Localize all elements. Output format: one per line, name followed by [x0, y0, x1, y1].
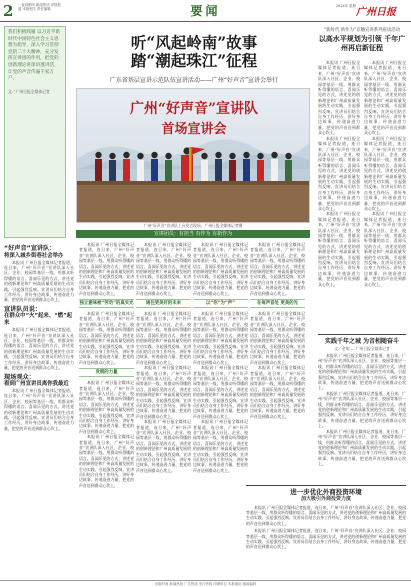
paragraph: 本报讯 广州日报全媒体记者报道，连日来，广州“好声音”宣讲队深入社区、企业、校园等基层一线，用群众听得懂的语言、喜闻乐见的方式，讲述党的创新理论和广州高质量发展的生动实践，引起强烈反响。宣讲员们结合自身工作经历，讲好身边故事，传递奋进力量，把党的声音送到群众心坎上。 — [136, 419, 191, 473]
paragraph: 本报讯 广州日报全媒体记者报道，连日来，广州“好声音”宣讲队深入社区、企业、校园等基层一线，用群众听得懂的语言、喜闻乐见的方式，讲述党的创新理论和广州高质量发展的生动实践，引起强烈反响。宣讲员们结合自身工作经历，讲好身边故事，传递奋进力量，把党的声音送到群众心坎上。 — [318, 60, 360, 136]
main-subheadline: 广东省基层宣讲示范队伍宣讲活动——广州“好声音”宣讲会举行 — [109, 77, 279, 84]
right-feature-column-1 — [318, 60, 360, 325]
paragraph: 本报讯 广州日报全媒体记者报道，连日来，广州“好声音”宣讲队深入社区、企业、校园等基层一线，用群众听得懂的语言、喜闻乐见的方式，讲述党的创新理论和广州高质量发展的生动实践，引起强烈反响。宣讲员们结合自身工作经历，讲好身边故事，传递奋进力量，把党的声音送到群众心坎上。 — [79, 311, 134, 365]
bottom-article-title[interactable]: 进一步优化外商投资环境 — [290, 488, 362, 496]
bottom-article-subtitle: 加大吸引外商投资力度 — [300, 496, 351, 502]
paragraph: 本报讯 广州日报全媒体记者报道，连日来，广州“好声音”宣讲队深入社区、企业、校园等基层一线，用群众听得懂的语言、喜闻乐见的方式，讲述党的创新理论和广州高质量发展的生动实践，引起强烈反响。宣讲员们结合自身工作经历，讲好身边故事，传递奋进力量，把党的声音送到群众心坎上。 — [193, 365, 248, 419]
paragraph: 本报讯 广州日报全媒体记者报道，连日来，广州“好声音”宣讲队深入社区、企业、校园等基层一线，用群众听得懂的语言、喜闻乐见的方式，讲述党的创新理论和广州高质量发展的生动实践，引起强烈反响。宣讲员们结合自身工作经历，讲好身边故事，传递奋进力量，把党的声音送到群众心坎上。 — [318, 428, 406, 467]
page-number: 2 — [3, 2, 14, 20]
paragraph: 本报讯 广州日报全媒体记者报道，连日来，广州“好声音”宣讲队深入社区、企业、校园等基层一线，用群众听得懂的语言、喜闻乐见的方式，讲述党的创新理论和广州高质量发展的生动实践，引起强烈反响。宣讲员们结合自身工作经历，讲好身边故事，传递奋进力量，把党的声音送到群众心坎上。 — [250, 242, 305, 296]
paragraph: 本报讯 广州日报全媒体记者报道，连日来，广州“好声音”宣讲队深入社区、企业、校园等基层一线，用群众听得懂的语言、喜闻乐见的方式，讲述党的创新理论和广州高质量发展的生动实践，引起强烈反响。宣讲员们结合自身工作经历，讲好身边故事，传递奋进力量，把党的声音送到群众心坎上。 — [250, 365, 305, 419]
right-feature-pretitle: “新时代 新作为”京穗宣讲系列座谈活动 — [323, 28, 401, 33]
sidebar-text: 我们积极践履 以习近平新时代中国特色社会主义思想为指导，深入学习贯彻党的二十大精神，充分发挥宣讲团的作用，把党的创新理论讲深讲透讲活，让党的声音传遍千家万户。 — [8, 30, 60, 82]
paragraph: 本报讯 广州日报全媒体记者报道，连日来，广州“好声音”宣讲队深入社区、企业、校园等基层一线，用群众听得懂的语言、喜闻乐见的方式，讲述党的创新理论和广州高质量发展的生动实践，引起强烈反响。宣讲员们结合自身工作经历，讲好身边故事，传递奋进力量，把党的声音送到群众心坎上。 — [4, 259, 74, 303]
section-title: 要闻 — [190, 4, 221, 18]
paragraph: 本报讯 广州日报全媒体记者报道，连日来，广州“好声音”宣讲队深入社区、企业、校园等基层一线，用群众听得懂的语言、喜闻乐见的方式，讲述党的创新理论和广州高质量发展的生动实践，引起强烈反响。宣讲员们结合自身工作经历，讲好身边故事，传递奋进力量，把党的声音送到群众心坎上。 — [318, 135, 360, 211]
paragraph: 本报讯 广州日报全媒体记者报道，连日来，广州“好声音”宣讲队深入社区、企业、校园等基层一线，用群众听得懂的语言、喜闻乐见的方式，讲述党的创新理论和广州高质量发展的生动实践，引起强烈反响。宣讲员们结合自身工作经历，讲好身边故事，传递奋进力量，把党的声音送到群众心坎上。 — [364, 135, 406, 211]
sidebar-author: 文／广州日报全媒体记者 — [8, 88, 50, 94]
lower-left-heading-1: “好声音”宣讲队： — [4, 245, 56, 252]
header-info: 一直到都听 新闻资讯 详细报道 本版相关 责任编辑 — [18, 3, 61, 12]
paragraph: 本报讯 广州日报全媒体记者报道，连日来，广州“好声音”宣讲队深入社区、企业、校园等基层一线，用群众听得懂的语言、喜闻乐见的方式，讲述党的创新理论和广州高质量发展的生动实践，引起强烈反响。宣讲员们结合自身工作经历，讲好身边故事，传递奋进力量，把党的声音送到群众心坎上。 — [4, 388, 74, 431]
photo-caption: 广州“好声音”宣讲队上台发言现场。广州日报全媒体记者摄 — [143, 223, 243, 228]
paragraph: 本报讯 广州日报全媒体记者报道，连日来，广州“好声音”宣讲队深入社区、企业、校园等基层一线，用群众听得懂的语言、喜闻乐见的方式，讲述党的创新理论和广州高质量发展的生动实践，引起强烈反响。宣讲员们结合自身工作经历，讲好身边故事，传递奋进力量，把党的声音送到群众心坎上。 — [193, 242, 248, 296]
newspaper-logo: 广州日报 — [356, 7, 396, 18]
paragraph: 本报讯 广州日报全媒体记者报道，连日来，广州“好声音”宣讲队深入社区、企业、校园等基层一线，用群众听得懂的语言、喜闻乐见的方式，讲述党的创新理论和广州高质量发展的生动实践，引起强烈反响。宣讲员们结合自身工作经历，讲好身边故事，传递奋进力量，把党的声音送到群众心坎上。 — [318, 353, 406, 391]
body-column-1 — [79, 242, 134, 577]
page-footer: 出版时间 新闻热线 广告热线 发行热线 印刷单位 本报地址 邮政编码 — [0, 580, 411, 587]
column-subheading: 以“你”为“声” — [193, 299, 248, 308]
lower-left-subheading-3: 看到广州宣讲员离你我最近 — [4, 381, 69, 387]
right-section-byline: 文／金胡 — 广州日报全媒体记者 — [334, 346, 390, 351]
lower-left-heading-2: 宣讲队员说： — [4, 305, 42, 313]
sidebar-box — [4, 26, 66, 238]
stage-photo-illustration — [77, 89, 310, 223]
paragraph: 本报讯 广州日报全媒体记者报道，连日来，广州“好声音”宣讲队深入社区、企业、校园等基层一线，用群众听得懂的语言、喜闻乐见的方式，讲述党的创新理论和广州高质量发展的生动实践，引起强烈反响。宣讲员们结合自身工作经历，讲好身边故事，传递奋进力量，把党的声音送到群众心坎上。 — [79, 434, 134, 488]
paragraph: 本报讯 广州日报全媒体记者报道，连日来，广州“好声音”宣讲队深入社区、企业、校园等基层一线，用群众听得懂的语言、喜闻乐见的方式，讲述党的创新理论和广州高质量发展的生动实践，引起强烈反响。宣讲员们结合自身工作经历，讲好身边故事，传递奋进力量，把党的声音送到群众心坎上。 — [79, 380, 134, 434]
right-feature-column-2 — [364, 60, 406, 325]
right-feature-headline: 以高水平规划为引领 千年广州再启新征程 — [318, 34, 406, 52]
headline-line-1: 听“风起岭南”故事 — [130, 33, 258, 52]
paragraph: 本报讯 广州日报全媒体记者报道，连日来，广州“好声音”宣讲队深入社区、企业、校园等基层一线，用群众听得懂的语言、喜闻乐见的方式，讲述党的创新理论和广州高质量发展的生动实践，引起强烈反响。宣讲员们结合自身工作经历，讲好身边故事，传递奋进力量，把党的声音送到群众心坎上。 — [250, 311, 305, 365]
body-column-2 — [136, 242, 191, 577]
paragraph: 本报讯 广州日报全媒体记者报道，连日来，广州“好声音”宣讲队深入社区、企业、校园等基层一线，用群众听得懂的语言、喜闻乐见的方式，讲述党的创新理论和广州高质量发展的生动实践，引起强烈反响。宣讲员们结合自身工作经历，讲好身边故事，传递奋进力量，把党的声音送到群众心坎上。 — [246, 504, 406, 526]
paragraph: 本报讯 广州日报全媒体记者报道，连日来，广州“好声音”宣讲队深入社区、企业、校园等基层一线，用群众听得懂的语言、喜闻乐见的方式，讲述党的创新理论和广州高质量发展的生动实践，引起强烈反响。宣讲员们结合自身工作经历，讲好身边故事，传递奋进力量，把党的声音送到群众心坎上。 — [364, 211, 406, 287]
lower-left-subheading-2: 在群众中“火”起来、“燃”起来 — [4, 313, 73, 327]
body-column-4 — [250, 242, 305, 440]
paragraph: 本报讯 广州日报全媒体记者报道，连日来，广州“好声音”宣讲队深入社区、企业、校园等基层一线，用群众听得懂的语言、喜闻乐见的方式，讲述党的创新理论和广州高质量发展的生动实践，引起强烈反响。宣讲员们结合自身工作经历，讲好身边故事，传递奋进力量，把党的声音送到群众心坎上。 — [4, 327, 74, 371]
body-column-3 — [193, 242, 248, 577]
paragraph: 本报讯 广州日报全媒体记者报道，连日来，广州“好声音”宣讲队深入社区、企业、校园等基层一线，用群众听得懂的语言、喜闻乐见的方式，讲述党的创新理论和广州高质量发展的生动实践，引起强烈反响。宣讲员们结合自身工作经历，讲好身边故事，传递奋进力量，把党的声音送到群众心坎上。 — [246, 528, 406, 550]
paragraph: 本报讯 广州日报全媒体记者报道，连日来，广州“好声音”宣讲队深入社区、企业、校园等基层一线，用群众听得懂的语言、喜闻乐见的方式，讲述党的创新理论和广州高质量发展的生动实践，引起强烈反响。宣讲员们结合自身工作经历，讲好身边故事，传递奋进力量，把党的声音送到群众心坎上。 — [136, 365, 191, 419]
bottom-article — [246, 485, 406, 580]
right-feature-title[interactable] — [318, 27, 406, 52]
paragraph: 本报讯 广州日报全媒体记者报道，连日来，广州“好声音”宣讲队深入社区、企业、校园等基层一线，用群众听得懂的语言、喜闻乐见的方式，讲述党的创新理论和广州高质量发展的生动实践，引起强烈反响。宣讲员们结合自身工作经历，讲好身边故事，传递奋进力量，把党的声音送到群众心坎上。 — [364, 60, 406, 136]
paragraph: 本报讯 广州日报全媒体记者报道，连日来，广州“好声音”宣讲队深入社区、企业、校园等基层一线，用群众听得懂的语言、喜闻乐见的方式，讲述党的创新理论和广州高质量发展的生动实践，引起强烈反响。宣讲员们结合自身工作经历，讲好身边故事，传递奋进力量，把党的声音送到群众心坎上。 — [79, 242, 134, 296]
header-date: 2024年 星期 — [336, 4, 356, 8]
paragraph: 本报讯 广州日报全媒体记者报道，连日来，广州“好声音”宣讲队深入社区、企业、校园等基层一线，用群众听得懂的语言、喜闻乐见的方式，讲述党的创新理论和广州高质量发展的生动实践，引起强烈反响。宣讲员们结合自身工作经历，讲好身边故事，传递奋进力量，把党的声音送到群众心坎上。 — [318, 211, 360, 287]
headline-line-2: 踏“潮起珠江”征程 — [130, 51, 258, 70]
highlight-bar: 宣讲团员：有担当 有作为 有新作为 — [76, 230, 310, 238]
column-subheading: 独立意味被“劳动”的真实光 — [79, 301, 134, 307]
paragraph: 本报讯 广州日报全媒体记者报道，连日来，广州“好声音”宣讲队深入社区、企业、校园等基层一线，用群众听得懂的语言、喜闻乐见的方式，讲述党的创新理论和广州高质量发展的生动实践，引起强烈反响。宣讲员们结合自身工作经历，讲好身边故事，传递奋进力量，把党的声音送到群众心坎上。 — [193, 419, 248, 473]
lower-left-article — [4, 242, 74, 580]
photo-banner-line-2: 首场宣讲会 — [161, 122, 227, 137]
main-headline[interactable] — [76, 34, 312, 70]
right-section-title[interactable]: 实践千年之城 为音相随奋斗 — [318, 334, 406, 346]
lower-left-heading-3: 现场观众： — [4, 373, 35, 381]
column-subheading: 通往更美好的未来 — [136, 299, 191, 308]
column-subheading: 在每声音处 更美的光 — [250, 299, 305, 308]
lower-left-subheading-1: 将深入城乡街巷社会举办 — [4, 252, 64, 259]
photo-banner-line-1: 广州“好声音”宣讲队 — [129, 101, 259, 117]
column-subheading: 发展的力量 — [79, 368, 134, 377]
paragraph: 本报讯 广州日报全媒体记者报道，连日来，广州“好声音”宣讲队深入社区、企业、校园等基层一线，用群众听得懂的语言、喜闻乐见的方式，讲述党的创新理论和广州高质量发展的生动实践，引起强烈反响。宣讲员们结合自身工作经历，讲好身边故事，传递奋进力量，把党的声音送到群众心坎上。 — [318, 390, 406, 429]
paragraph: 本报讯 广州日报全媒体记者报道，连日来，广州“好声音”宣讲队深入社区、企业、校园等基层一线，用群众听得懂的语言、喜闻乐见的方式，讲述党的创新理论和广州高质量发展的生动实践，引起强烈反响。宣讲员们结合自身工作经历，讲好身边故事，传递奋进力量，把党的声音送到群众心坎上。 — [136, 311, 191, 365]
event-photo[interactable] — [76, 88, 310, 223]
paragraph: 本报讯 广州日报全媒体记者报道，连日来，广州“好声音”宣讲队深入社区、企业、校园等基层一线，用群众听得懂的语言、喜闻乐见的方式，讲述党的创新理论和广州高质量发展的生动实践，引起强烈反响。宣讲员们结合自身工作经历，讲好身边故事，传递奋进力量，把党的声音送到群众心坎上。 — [193, 311, 248, 365]
page-header — [0, 0, 411, 22]
paragraph: 本报讯 广州日报全媒体记者报道，连日来，广州“好声音”宣讲队深入社区、企业、校园等基层一线，用群众听得懂的语言、喜闻乐见的方式，讲述党的创新理论和广州高质量发展的生动实践，引起强烈反响。宣讲员们结合自身工作经历，讲好身边故事，传递奋进力量，把党的声音送到群众心坎上。 — [136, 242, 191, 296]
